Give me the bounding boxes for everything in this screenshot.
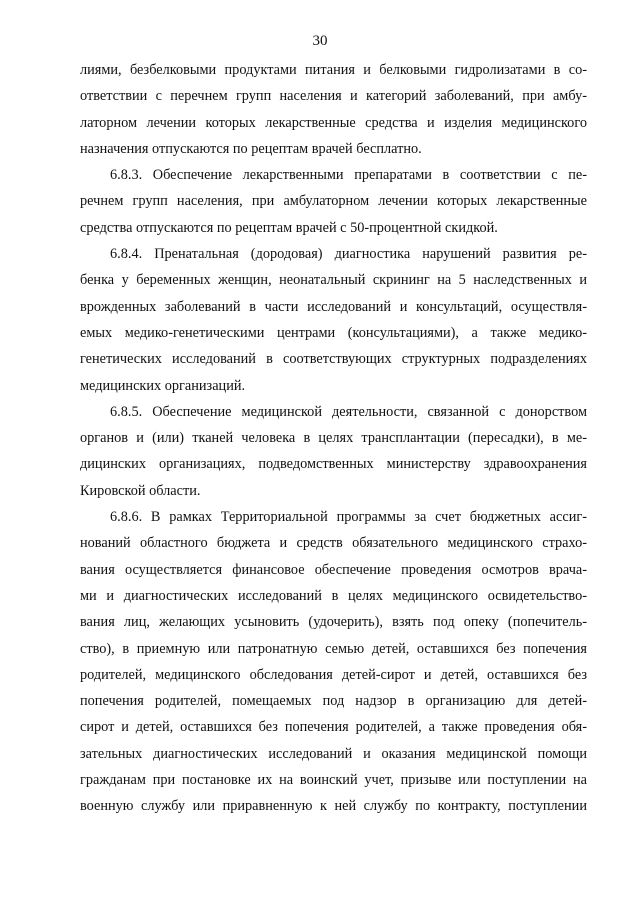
text-line: 6.8.5. Обеспечение медицинской деятельности, связанной с донорством [110, 403, 587, 420]
text-line: лиями, безбелковыми продуктами питания и белковыми гидролизатами в со- [80, 62, 587, 78]
text-line: органов и (или) тканей человека в целях трансплантации (пересадки), в ме- [80, 430, 587, 447]
text-line: латорном лечении которых лекарственные средства и изделия медицинского [80, 114, 587, 131]
text-line: ство), в приемную или патронатную семью детей, оставшихся без попечения [80, 640, 587, 657]
text-line: дицинских организациях, подведомственных министерству здравоохранения [80, 456, 587, 473]
paragraph-6-8-5 [80, 399, 587, 504]
document-body [80, 57, 587, 820]
page-number: 30 [312, 33, 328, 49]
text-line: речнем групп населения, при амбулаторном лечении которых лекарственные [80, 193, 587, 210]
text-line: медицинских организаций. [80, 377, 246, 394]
text-line: ми и диагностических исследований в целях медицинского освидетельство- [80, 587, 587, 604]
text-line: сирот и детей, оставшихся без попечения родителей, а также проведения обя- [80, 719, 587, 736]
text-line: попечения родителей, помещаемых под надзор в организацию для детей- [80, 693, 587, 710]
text-line: военную службу или приравненную к ней службу по контракту, поступлении [80, 798, 587, 815]
paragraph-6-8-6 [80, 504, 587, 820]
paragraph-6-8-4 [80, 241, 587, 399]
paragraph-6-8-3 [80, 162, 587, 241]
text-line: родителей, медицинского обследования детей-сирот и детей, оставшихся без [80, 666, 587, 683]
text-line: 6.8.6. В рамках Территориальной программы за счет бюджетных ассиг- [110, 509, 587, 526]
text-line: назначения отпускаются по рецептам врачей бесплатно. [80, 140, 422, 157]
text-line: средства отпускаются по рецептам врачей с 50-процентной скидкой. [80, 219, 498, 236]
text-line: ответствии с перечнем групп населения и категорий заболеваний, при амбу- [80, 88, 587, 105]
paragraph-continuation [80, 57, 587, 162]
text-line: врожденных заболеваний в части исследований и консультаций, осуществля- [80, 298, 587, 315]
text-line: гражданам при постановке их на воинский учет, призыве или поступлении на [80, 772, 587, 789]
text-line: 6.8.4. Пренатальная (дородовая) диагностика нарушений развития ре- [110, 246, 587, 263]
text-line: вания лиц, желающих усыновить (удочерить), взять под опеку (попечитель- [80, 614, 587, 631]
text-line: нований областного бюджета и средств обязательного медицинского страхо- [80, 535, 587, 552]
text-line: вания осуществляется финансовое обеспечение проведения осмотров врача- [80, 561, 587, 578]
text-line: зательных диагностических исследований и оказания медицинской помощи [80, 745, 587, 762]
text-line: емых медико-генетическими центрами (консультациями), а также медико- [80, 324, 587, 341]
text-line: Кировской области. [80, 482, 201, 499]
text-line: генетических исследований в соответствующих структурных подразделениях [80, 351, 587, 368]
text-line: 6.8.3. Обеспечение лекарственными препаратами в соответствии с пе- [110, 167, 587, 184]
text-line: бенка у беременных женщин, неонатальный скрининг на 5 наследственных и [80, 272, 587, 289]
